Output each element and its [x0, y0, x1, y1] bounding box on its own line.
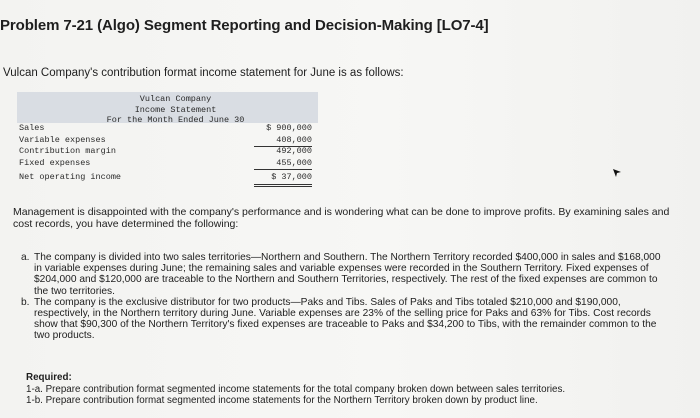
row-value: $ 900,000 [266, 123, 312, 133]
problem-title: Problem 7-21 (Algo) Segment Reporting and Decision-Making [LO7-4] [0, 17, 489, 34]
statement-period: For the Month Ended June 30 [106, 115, 245, 125]
row-label: Net operating income [19, 172, 122, 182]
row-label: Variable expenses [19, 134, 106, 145]
statement-row-sales [17, 123, 318, 135]
required-heading: Required: [26, 372, 72, 383]
row-value: 455,000 [254, 158, 312, 171]
statement-row-net-operating-income [17, 172, 318, 184]
statement-row-variable-expenses [17, 135, 318, 147]
list-item-text: The company is the exclusive distributor for two products—Paks and Tibs. Sales of Paks and Tibs totaled $210,000 and $190,000, respectively, in the Northern territory during June. Variable expenses are 23% of the selling price for Paks and 63% for Tibs. Cost records show that $90,300 of the Northern Territory's fixed expenses are traceable to Paks and $34,200 to Tibs, with the remainder common to the two products. [34, 296, 657, 342]
row-value: 408,000 [254, 135, 312, 148]
row-label: Sales [19, 123, 45, 133]
statement-row-fixed-expenses [17, 158, 318, 170]
statement-header [17, 92, 318, 123]
row-label: Fixed expenses [19, 157, 91, 168]
list-item [21, 297, 671, 342]
list-marker: b. [21, 296, 30, 308]
row-label: Contribution margin [19, 146, 116, 156]
row-value: $ 37,000 [254, 172, 312, 187]
facts-list [21, 252, 671, 342]
statement-row-contribution-margin [17, 146, 318, 158]
statement-name: Income Statement [134, 104, 217, 115]
required-section [26, 372, 666, 407]
required-item: 1-a. Prepare contribution format segmented income statements for the total company broken down between sales territories. [26, 383, 566, 395]
row-value: 492,000 [276, 146, 312, 156]
management-text: Management is disappointed with the company's performance and is wondering what can be done to improve profits. By examining sales and cost records, you have determined the following: [13, 206, 670, 230]
required-item: 1-b. Prepare contribution format segmented income statements for the Northern Territory broken down by product line. [26, 395, 538, 406]
statement-company: Vulcan Company [139, 94, 212, 104]
income-statement [17, 92, 318, 184]
list-item-text: The company is divided into two sales territories—Northern and Southern. The Northern Territory recorded $400,000 in sales and $168,000 in variable expenses during June; the remaining sales and variable expenses were recorded in the Southern Territory. Fixed expenses of $204,000 and $120,000 are traceable to the Northern and Southern Territories, respectively. The rest of the fixed expenses are common to the two territories. [34, 252, 661, 297]
list-item [21, 252, 671, 297]
mouse-cursor-icon [612, 168, 622, 178]
list-marker: a. [21, 252, 30, 263]
intro-text: Vulcan Company's contribution format income statement for June is as follows: [3, 67, 404, 79]
